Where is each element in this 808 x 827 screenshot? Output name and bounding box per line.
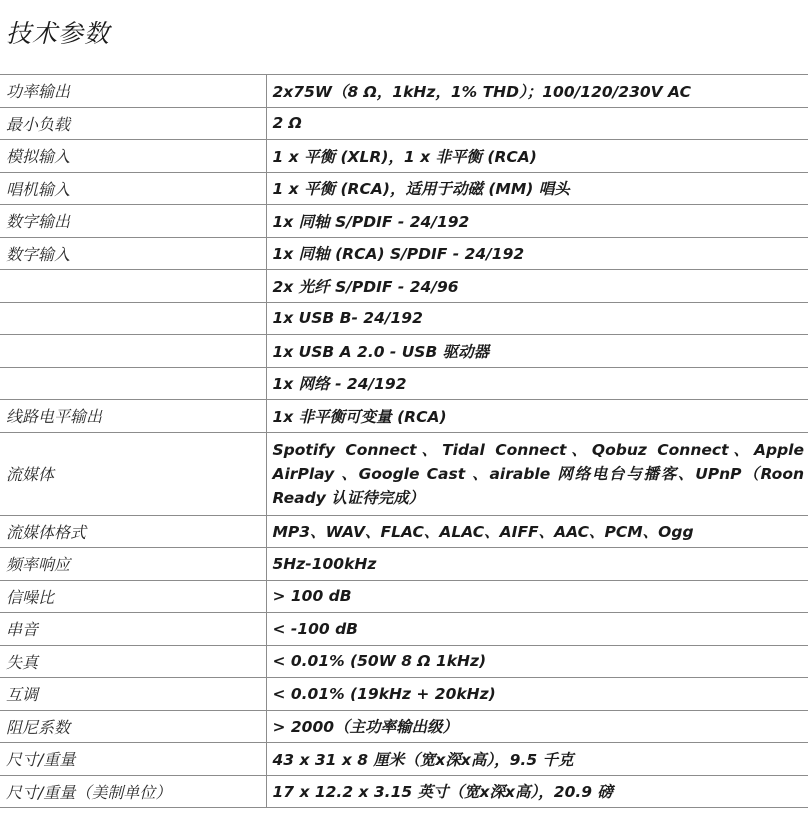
- spec-row-intermodulation: [0, 678, 808, 711]
- spec-row-distortion: [0, 645, 808, 678]
- spec-value: > 100 dB: [272, 587, 352, 606]
- spec-value: Spotify Connect、Tidal Connect、Qobuz Connect、Apple AirPlay 、Google Cast 、airable 网络电台与播客、UPnP（Roon Ready 认证待完成）: [272, 440, 804, 507]
- spec-value: < 0.01% (19kHz + 20kHz): [272, 684, 496, 703]
- spec-label: 尺寸/重量: [0, 743, 266, 776]
- spec-label: 线路电平输出: [0, 400, 266, 433]
- spec-label: 失真: [0, 645, 266, 678]
- spec-row-min-load: [0, 107, 808, 140]
- spec-value: 1x 同轴 S/PDIF - 24/192: [272, 212, 470, 231]
- spec-label: [0, 367, 266, 400]
- spec-label: 频率响应: [0, 548, 266, 581]
- spec-label: 互调: [0, 678, 266, 711]
- spec-label: 串音: [0, 613, 266, 646]
- spec-value: 1x USB A 2.0 - USB 驱动器: [272, 342, 490, 361]
- spec-value: 2 Ω: [272, 114, 302, 133]
- spec-label: 数字输出: [0, 205, 266, 238]
- spec-row-dimensions-metric: [0, 743, 808, 776]
- spec-row-line-output: [0, 400, 808, 433]
- spec-row-phono-input: [0, 172, 808, 205]
- spec-label: 流媒体: [0, 432, 266, 515]
- spec-value: 43 x 31 x 8 厘米（宽x深x高），9.5 千克: [272, 750, 574, 769]
- spec-value: < -100 dB: [272, 619, 358, 638]
- spec-label: [0, 302, 266, 335]
- spec-row-digital-input: [0, 237, 808, 270]
- spec-value: < 0.01% (50W 8 Ω 1kHz): [272, 652, 487, 671]
- spec-label: 唱机输入: [0, 172, 266, 205]
- spec-value: 5Hz-100kHz: [272, 554, 377, 573]
- spec-row-frequency-response: [0, 548, 808, 581]
- spec-row-digital-input-usb-b: [0, 302, 808, 335]
- spec-value: 17 x 12.2 x 3.15 英寸（宽x深x高），20.9 磅: [272, 783, 613, 802]
- spec-value: 2x75W（8 Ω，1kHz，1% THD）；100/120/230V AC: [272, 82, 691, 101]
- spec-row-damping-factor: [0, 710, 808, 743]
- spec-value: 1x 网络 - 24/192: [272, 375, 407, 394]
- spec-label: 尺寸/重量（美制单位）: [0, 775, 266, 808]
- spec-label: [0, 270, 266, 303]
- spec-row-digital-input-usb-a: [0, 335, 808, 368]
- spec-row-power-output: [0, 75, 808, 108]
- spec-label: 阻尼系数: [0, 710, 266, 743]
- spec-value: 1x USB B- 24/192: [272, 309, 423, 328]
- spec-label: 最小负载: [0, 107, 266, 140]
- spec-value: 1x 非平衡可变量 (RCA): [272, 407, 447, 426]
- spec-row-snr: [0, 580, 808, 613]
- spec-value: 1 x 平衡 (RCA)，适用于动磁 (MM) 唱头: [272, 180, 570, 199]
- spec-value: 1x 同轴 (RCA) S/PDIF - 24/192: [272, 245, 525, 264]
- spec-row-crosstalk: [0, 613, 808, 646]
- spec-label: 功率输出: [0, 75, 266, 108]
- spec-value: MP3、WAV、FLAC、ALAC、AIFF、AAC、PCM、Ogg: [272, 523, 694, 542]
- spec-row-digital-output: [0, 205, 808, 238]
- spec-table: [0, 74, 808, 808]
- spec-label: 数字输入: [0, 237, 266, 270]
- spec-row-analog-input: [0, 140, 808, 173]
- spec-label: 信噪比: [0, 580, 266, 613]
- spec-row-streaming-formats: [0, 515, 808, 548]
- page-title: 技术参数: [6, 19, 111, 48]
- spec-row-digital-input-network: [0, 367, 808, 400]
- spec-value: 1 x 平衡 (XLR)，1 x 非平衡 (RCA): [272, 147, 537, 166]
- spec-value: > 2000（主功率输出级）: [272, 718, 459, 737]
- spec-row-dimensions-imperial: [0, 775, 808, 808]
- spec-row-streaming: [0, 432, 808, 515]
- spec-label: 模拟输入: [0, 140, 266, 173]
- spec-label: 流媒体格式: [0, 515, 266, 548]
- spec-value: 2x 光纤 S/PDIF - 24/96: [272, 277, 459, 296]
- spec-row-digital-input-optical: [0, 270, 808, 303]
- spec-label: [0, 335, 266, 368]
